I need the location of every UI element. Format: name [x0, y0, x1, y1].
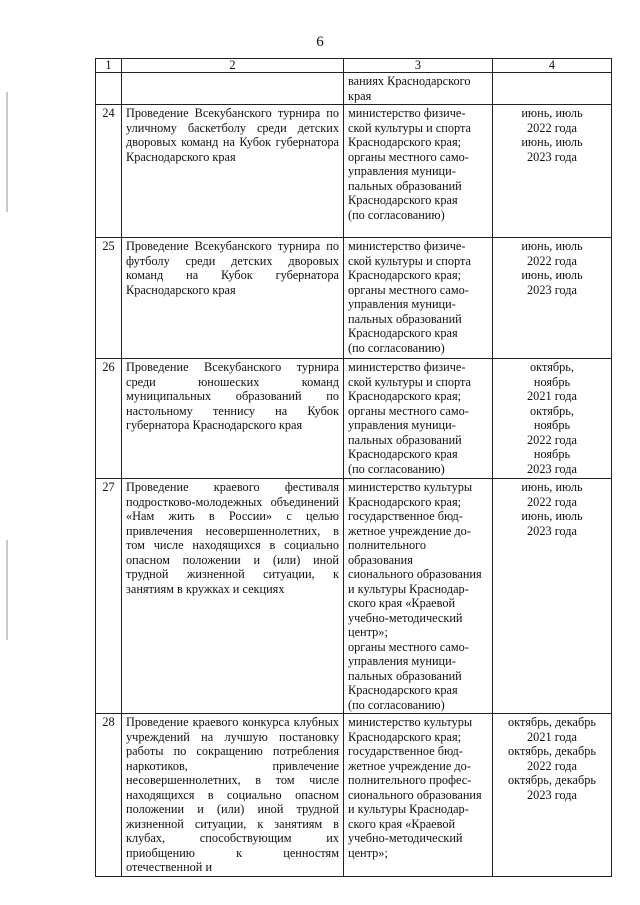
row-number: 26: [96, 359, 122, 479]
row-description: Проведение Всекубанского турнира среди юношеских команд муниципальных образований по настольному теннису на Кубок губернатора Краснодарского края: [122, 359, 344, 479]
page-number: 6: [316, 34, 324, 50]
scan-edge-mark: [6, 540, 8, 640]
row-number: 25: [96, 238, 122, 359]
column-header: 1: [96, 59, 122, 73]
row-timing: июнь, июль 2022 года июнь, июль 2023 года: [493, 479, 612, 714]
row-responsible: ваниях Краснодарского края: [344, 73, 493, 105]
row-responsible: министерство физиче- ской культуры и спорта Краснодарского края; органы местного само- управления муници- пальных образований Краснодарского края (по согласованию): [344, 105, 493, 238]
table-header-row: [96, 59, 612, 73]
row-description: [122, 73, 344, 105]
measures-table: [95, 58, 612, 877]
row-description: Проведение краевого конкурса клубных учреждений на лучшую постановку работы по сокращению потребления наркотиков, привлечение несовершеннолетних, в том числе находящихся в социально опасном положении и (или) иной трудной жизненной ситуации, к занятиям в клубах, способствующим их приобщению к ценностям отечественной и: [122, 714, 344, 877]
row-responsible: министерство культуры Краснодарского края; государственное бюд- жетное учреждение до- полнительного профес- сионального образования и культуры Краснодар- ского края «Краевой учебно-методический центр»;: [344, 714, 493, 877]
row-timing: октябрь, ноябрь 2021 года октябрь, ноябрь 2022 года ноябрь 2023 года: [493, 359, 612, 479]
table-row-continuation: [96, 73, 612, 105]
row-responsible: министерство культуры Краснодарского края; государственное бюд- жетное учреждение до- полнительного образования сионального образования и культуры Краснодар- ского края «Краевой учебно-методический центр»; органы местного само- управления муници- пальных образований Краснодарского края (по согласованию): [344, 479, 493, 714]
row-timing: октябрь, декабрь 2021 года октябрь, декабрь 2022 года октябрь, декабрь 2023 года: [493, 714, 612, 877]
row-number: 27: [96, 479, 122, 714]
row-description: Проведение Всекубанского турнира по уличному баскетболу среди детских дворовых команд на Кубок губернатора Краснодарского края: [122, 105, 344, 238]
row-responsible: министерство физиче- ской культуры и спорта Краснодарского края; органы местного само- управления муници- пальных образований Краснодарского края (по согласованию): [344, 238, 493, 359]
column-header: 3: [344, 59, 493, 73]
table-row: [96, 479, 612, 714]
row-timing: [493, 73, 612, 105]
table-row: [96, 359, 612, 479]
row-number: 24: [96, 105, 122, 238]
row-description: Проведение Всекубанского турнира по футболу среди детских дворовых команд на Кубок губернатора Краснодарского края: [122, 238, 344, 359]
row-timing: июнь, июль 2022 года июнь, июль 2023 года: [493, 105, 612, 238]
row-number: [96, 73, 122, 105]
row-description: Проведение краевого фестиваля подростково-молодежных объединений «Нам жить в России» с целью привлечения несовершеннолетних, в том числе находящихся в социально опасном положении и (или) иной трудной жизненной ситуации, к занятиям в кружках и секциях: [122, 479, 344, 714]
row-timing: июнь, июль 2022 года июнь, июль 2023 года: [493, 238, 612, 359]
table-row: [96, 238, 612, 359]
column-header: 4: [493, 59, 612, 73]
scan-edge-mark: [6, 92, 8, 212]
table-row: [96, 714, 612, 877]
column-header: 2: [122, 59, 344, 73]
table-row: [96, 105, 612, 238]
row-number: 28: [96, 714, 122, 877]
row-responsible: министерство физиче- ской культуры и спорта Краснодарского края; органы местного само- управления муници- пальных образований Краснодарского края (по согласованию): [344, 359, 493, 479]
